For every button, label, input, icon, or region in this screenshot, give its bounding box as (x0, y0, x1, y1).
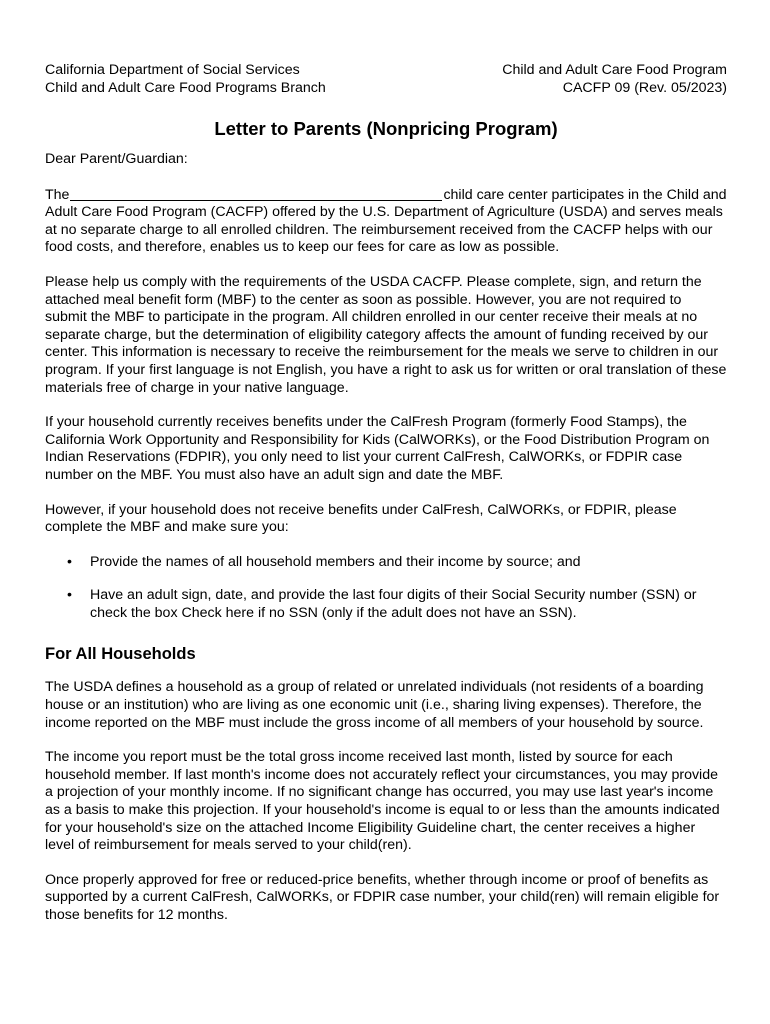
branch-name: Child and Adult Care Food Programs Branch (45, 79, 326, 96)
non-benefits-paragraph: However, if your household does not receive benefits under CalFresh, CalWORKs, or FDPIR, please complete the MBF and make sure you: (45, 501, 677, 536)
center-name-blank (70, 186, 442, 201)
household-definition-paragraph: The USDA defines a household as a group of related or unrelated individuals (not residents of a boarding house or an institution) who are living as one economic unit (i.e., sharing living expenses). Therefore, the income reported on the MBF must include the gross income of all members of your household by source. (45, 679, 704, 731)
form-number: CACFP 09 (Rev. 05/2023) (562, 79, 727, 96)
list-item (45, 554, 727, 572)
document-header (45, 62, 727, 97)
agency-name: California Department of Social Services (45, 62, 300, 78)
compliance-paragraph: Please help us comply with the requirements of the USDA CACFP. Please complete, sign, and return the attached meal benefit form (MBF) to the center as soon as possible. However, you are not required to submit the MBF to participate in the program. All children enrolled in our center receive their meals at no separate charge, but the determination of eligibility category affects the amount of funding received by our center. This information is necessary to receive the reimbursement for the meals we serve to children in our program. If your first language is not English, you have a right to ask us for written or oral translation of these materials free of charge in your native language. (45, 273, 727, 396)
program-name: Child and Adult Care Food Program (502, 62, 727, 78)
header-agency (45, 62, 326, 97)
list-item (45, 587, 727, 622)
list-item-text: Have an adult sign, date, and provide the last four digits of their Social Security number (SSN) or check the box Check here if no SSN (only if the adult does not have an SSN). (90, 587, 697, 621)
income-paragraph: The income you report must be the total gross income received last month, listed by source for each household member. If last month's income does not accurately reflect your circumstances, you may provide a projection of your monthly income. If no significant change has occurred, you may use last year's income as a basis to make this projection. If your household's income is equal to or less than the amounts indicated for your household's size on the attached Income Eligibility Guideline chart, the center receives a higher level of reimbursement for meals served to your child(ren). (45, 749, 720, 854)
list-item-text: Provide the names of all household members and their income by source; and (90, 553, 581, 570)
intro-paragraph (45, 186, 727, 257)
page-title: Letter to Parents (Nonpricing Program) (214, 118, 558, 139)
section-heading: For All Households (45, 645, 196, 664)
intro-body: child care center participates in the Child and Adult Care Food Program (CACFP) offered by the U.S. Department of Agriculture (USDA) and serves meals at no separate charge to all enrolled children. The reimbursement received from the CACFP helps with our food costs, and therefore, enables us to keep our fees for care as low as possible. (45, 186, 727, 256)
bullet-icon: • (67, 553, 72, 570)
requirements-list (45, 554, 727, 623)
salutation: Dear Parent/Guardian: (45, 151, 188, 167)
intro-lead: The (45, 186, 70, 203)
eligibility-paragraph: Once properly approved for free or reduced-price benefits, whether through income or proof of benefits as supported by a current CalFresh, CalWORKs, or FDPIR case number, your child(ren) will remain eligible for those benefits for 12 months. (45, 871, 720, 923)
bullet-icon: • (67, 587, 72, 604)
benefits-paragraph: If your household currently receives benefits under the CalFresh Program (formerly Food Stamps), the California Work Opportunity and Responsibility for Kids (CalWORKs), or the Food Distribution Program on Indian Reservations (FDPIR), you only need to list your current CalFresh, CalWORKs, or FDPIR case number on the MBF. You must also have an adult sign and date the MBF. (45, 414, 710, 483)
document-page (45, 62, 727, 942)
header-form-info (502, 62, 727, 97)
